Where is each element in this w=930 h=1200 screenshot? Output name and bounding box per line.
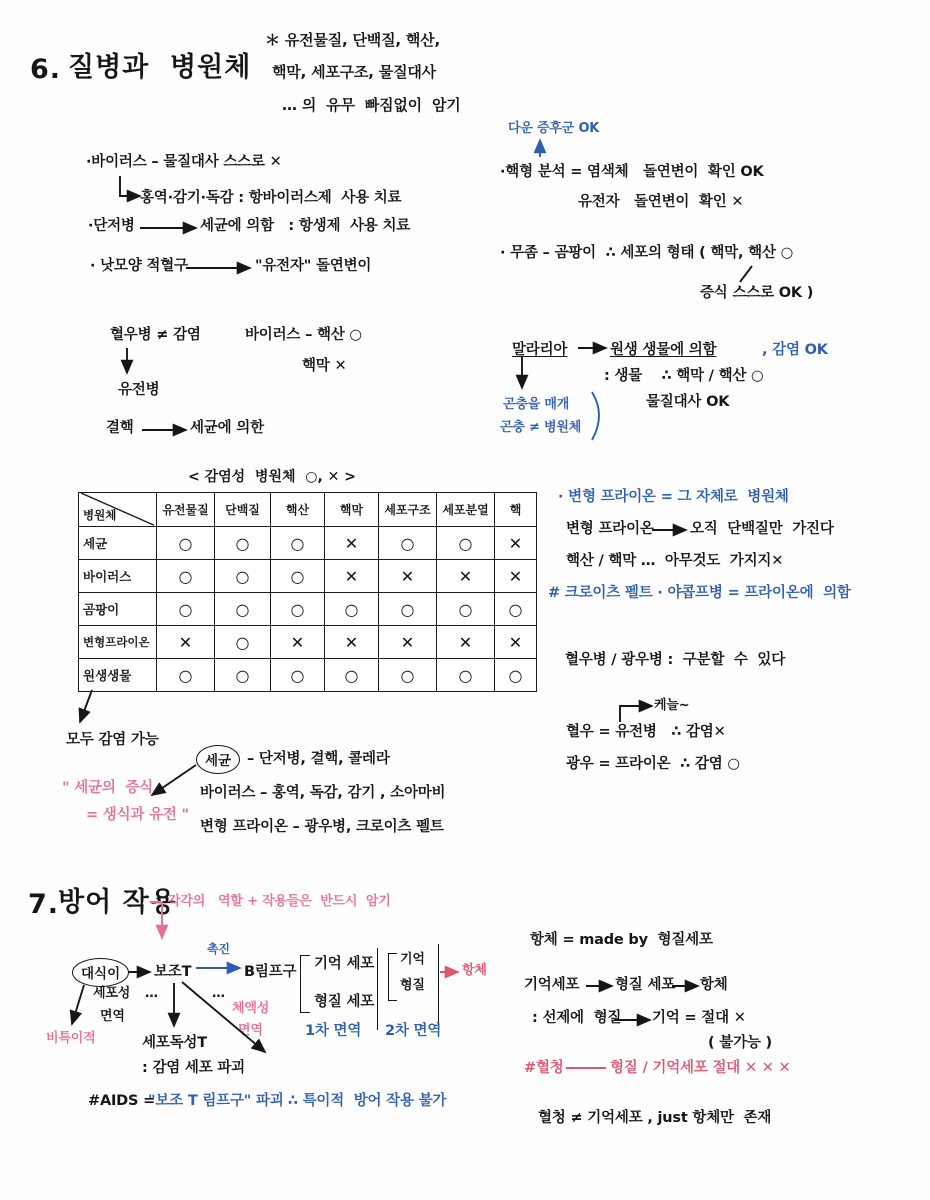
flow-primary-immunity-label: 1차 면역 — [305, 1023, 362, 1039]
cell-3-4: ✕ — [379, 626, 437, 659]
flow-cytotoxic-t-desc: : 감염 세포 파괴 — [142, 1060, 245, 1076]
table-row — [79, 593, 537, 626]
right-note-insect-vector: 곤충을 매개 — [503, 397, 570, 412]
aids-note-target: "보조 T 림프구" 파괴 — [148, 1093, 284, 1109]
flow-humoral-immunity-2: 면역 — [238, 1023, 263, 1038]
left-note-tuberculosis: 결핵 — [106, 420, 134, 436]
arrow-macrophage-to-nonspecific — [72, 985, 84, 1024]
cell-3-5: ✕ — [437, 626, 495, 659]
right-note-kennel: 케늘∼ — [654, 698, 690, 713]
cell-0-0: ○ — [157, 527, 215, 560]
plasma-first-note-2: 기억 = 절대 ✕ — [652, 1010, 746, 1026]
col-header-4: 세포구조 — [379, 493, 437, 527]
below-table-reproduction-heredity: = 생식과 유전 " — [86, 807, 189, 823]
flow-humoral-immunity-1: 체액성 — [232, 1001, 270, 1016]
pathogen-matrix — [78, 492, 537, 692]
table-row — [79, 626, 537, 659]
flow-memory: 기억 — [400, 952, 425, 967]
right-note-organism-membrane: : 생물 ∴ 핵막 / 핵산 ○ — [604, 368, 764, 384]
bracket-primary-immunity — [300, 955, 310, 1013]
cell-1-3: ✕ — [325, 560, 379, 593]
row-label-4: 원생생물 — [79, 659, 157, 692]
left-note-tuberculosis-cause: 세균에 의한 — [190, 420, 264, 436]
right-note-prion-protein-only: 오직 단백질만 가진다 — [690, 521, 834, 537]
right-note-down-syndrome: 다운 증후군 OK — [508, 121, 600, 136]
arrow-kennel — [620, 706, 652, 722]
cell-4-3: ○ — [325, 659, 379, 692]
cell-2-4: ○ — [379, 593, 437, 626]
right-note-karyotype: ·핵형 분석 = 염색체 돌연변이 확인 OK — [500, 164, 764, 180]
col-header-2: 핵산 — [271, 493, 325, 527]
table-corner-label: 병원체 — [83, 508, 117, 522]
col-header-0: 유전물질 — [157, 493, 215, 527]
row-label-0: 세균 — [79, 527, 157, 560]
table-row — [79, 659, 537, 692]
section-7-pink-note: 각각의 역할 + 작용들은 반드시 암기 — [168, 894, 391, 909]
right-note-mad-cow-prion: 광우 = 프라이온 ∴ 감염 ○ — [566, 756, 740, 772]
cell-4-4: ○ — [379, 659, 437, 692]
circled-bacteria-label: 세균 — [196, 745, 240, 774]
cell-1-4: ✕ — [379, 560, 437, 593]
table-caption: < 감염성 병원체 ○, ✕ > — [188, 469, 356, 485]
cell-3-3: ✕ — [325, 626, 379, 659]
cell-4-2: ○ — [271, 659, 325, 692]
memory-cell-chain-3: 항체 — [700, 977, 728, 993]
row-label-3: 변형프라이온 — [79, 626, 157, 659]
memory-cell-chain-1: 기억세포 — [524, 977, 580, 993]
left-note-hemophilia: 혈우병 ≠ 감염 — [110, 327, 201, 343]
cell-0-3: ✕ — [325, 527, 379, 560]
cell-1-0: ○ — [157, 560, 215, 593]
flow-ellipsis-2: … — [212, 986, 225, 1001]
right-note-self-proliferation: 증식 스스로 OK ) — [700, 285, 814, 301]
right-note-cjd-prion: # 크로이츠 펠트 · 야콥프병 = 프라이온에 의함 — [548, 585, 851, 601]
left-note-virus: ·바이러스 – 물질대사 스스로 ✕ — [86, 154, 282, 170]
cell-1-6: ✕ — [495, 560, 537, 593]
divider-antibody — [438, 944, 439, 1030]
serum-note-body: 형질 / 기억세포 절대 ✕ ✕ ✕ — [610, 1060, 791, 1076]
right-note-hemophilia-genetic: 혈우 = 유전병 ∴ 감염✕ — [566, 724, 726, 740]
cell-2-2: ○ — [271, 593, 325, 626]
cell-1-2: ○ — [271, 560, 325, 593]
right-note-infection-ok: , 감염 OK — [762, 342, 828, 358]
right-note-malaria: 말라리아 — [512, 342, 568, 358]
right-note-protozoa-dependency: 원생 생물에 의함 — [610, 342, 717, 358]
table-body — [79, 527, 537, 692]
flow-macrophage: 대식이 — [72, 958, 129, 987]
left-note-anthrax: ·단저병 — [88, 218, 135, 234]
left-note-sickle-cell: · 낫모양 적혈구 — [90, 258, 188, 274]
flow-cytotoxic-t: 세포독성T — [142, 1035, 207, 1051]
serum-vs-memory-note: 혈청 ≠ 기억세포 , just 항체만 존재 — [538, 1110, 772, 1126]
cell-0-5: ○ — [437, 527, 495, 560]
below-table-bacteria-growth: " 세균의 증식 — [62, 780, 153, 796]
left-note-virus-nuclear-membrane: 핵막 ✕ — [302, 358, 347, 374]
bracket-secondary-immunity — [388, 953, 397, 1001]
cell-1-1: ○ — [215, 560, 271, 593]
plasma-first-note-1: : 선제에 형질 — [532, 1010, 622, 1026]
serum-note-prefix: #혈청 — [524, 1060, 564, 1076]
right-note-athletes-foot: · 무좀 – 곰팡이 ∴ 세포의 형태 ( 핵막, 핵산 ○ — [500, 245, 794, 261]
cell-1-5: ✕ — [437, 560, 495, 593]
cell-3-6: ✕ — [495, 626, 537, 659]
flow-antibody: 항체 — [462, 963, 487, 978]
section-6-title: 질병과 병원체 — [68, 52, 252, 83]
flow-cellular-immunity-2: 면역 — [100, 1009, 125, 1024]
pathogen-matrix-wrap — [78, 492, 537, 692]
antibody-made-by-note: 항체 = made by 형질세포 — [530, 932, 713, 948]
arrow-table-to-all-infectious — [80, 690, 92, 722]
star-note-line-1: ＊ 유전물질, 단백질, 핵산, — [265, 31, 440, 49]
flow-plasma-cell: 형질 세포 — [314, 994, 375, 1010]
left-note-virus-nucleic-acid: 바이러스 – 핵산 ○ — [245, 327, 362, 343]
cell-3-2: ✕ — [271, 626, 325, 659]
star-note-line-3: … 의 유무 빠짐없이 암기 — [282, 96, 461, 114]
cell-2-6: ○ — [495, 593, 537, 626]
flow-cellular-immunity-1: 세포성 — [93, 986, 131, 1001]
table-header-row — [79, 493, 537, 527]
flow-secondary-immunity-label: 2차 면역 — [385, 1023, 442, 1039]
cell-0-1: ○ — [215, 527, 271, 560]
col-header-1: 단백질 — [215, 493, 271, 527]
section-7-title: 방어 작용 — [58, 887, 177, 918]
cell-4-6: ○ — [495, 659, 537, 692]
cell-4-5: ○ — [437, 659, 495, 692]
right-note-prion-pathogen: · 변형 프라이온 = 그 자체로 병원체 — [558, 489, 789, 505]
left-note-virus-treatment: 홍역·감기·독감 : 항바이러스제 사용 치료 — [140, 190, 402, 206]
right-note-prion-nothing: 핵산 / 핵막 … 아무것도 가지지✕ — [566, 553, 784, 569]
right-note-gene-mutation: 유전자 돌연변이 확인 ✕ — [578, 194, 744, 210]
cell-3-0: ✕ — [157, 626, 215, 659]
right-note-insect-not-pathogen: 곤충 ≠ 병원체 — [500, 420, 582, 435]
flow-memory-cell: 기억 세포 — [314, 956, 375, 972]
right-note-metabolism-ok: 물질대사 OK — [646, 394, 730, 410]
tick-self-proliferation — [740, 266, 752, 282]
aids-note-consequence: ∴ 특이적 방어 작용 불가 — [283, 1093, 447, 1109]
left-note-anthrax-cause: 세균에 의함 : 항생제 사용 치료 — [200, 218, 411, 234]
cell-2-5: ○ — [437, 593, 495, 626]
divider-primary-secondary — [377, 948, 378, 1030]
cell-4-1: ○ — [215, 659, 271, 692]
cell-3-1: ○ — [215, 626, 271, 659]
table-corner-cell — [79, 493, 157, 527]
section-7-number: 7. — [28, 889, 60, 920]
memory-cell-chain-2: 형질 세포 — [615, 977, 676, 993]
arrow-virus-to-treatment — [120, 176, 140, 196]
left-note-genetic-disease: 유전병 — [118, 382, 160, 398]
cell-4-0: ○ — [157, 659, 215, 692]
cell-2-3: ○ — [325, 593, 379, 626]
cell-0-2: ○ — [271, 527, 325, 560]
star-note-line-2: 핵막, 세포구조, 물질대사 — [272, 63, 436, 81]
flow-promote-label: 촉진 — [207, 942, 230, 956]
paren-insect-note — [592, 392, 599, 440]
flow-helper-t: 보조T — [154, 964, 192, 980]
right-note-prion-protein: 변형 프라이온 — [566, 521, 654, 537]
flow-nonspecific: 비특이적 — [46, 1031, 96, 1046]
col-header-3: 핵막 — [325, 493, 379, 527]
below-table-all-infectious: 모두 감염 가능 — [66, 732, 159, 748]
table-row — [79, 527, 537, 560]
col-header-6: 핵 — [495, 493, 537, 527]
arrow-bacteria-to-pink-note — [152, 765, 196, 795]
below-table-virus-examples: 바이러스 – 홍역, 독감, 감기 , 소아마비 — [200, 785, 446, 801]
cell-0-6: ✕ — [495, 527, 537, 560]
below-table-prion-examples: 변형 프라이온 – 광우병, 크로이츠 펠트 — [200, 819, 444, 835]
row-label-1: 바이러스 — [79, 560, 157, 593]
cell-0-4: ○ — [379, 527, 437, 560]
plasma-first-impossible: ( 불가능 ) — [708, 1035, 772, 1051]
row-label-2: 곰팡이 — [79, 593, 157, 626]
aids-note-prefix: #AIDS = — [88, 1093, 160, 1109]
flow-ellipsis-1: … — [145, 986, 158, 1001]
flow-plasma: 형질 — [400, 978, 425, 993]
table-row — [79, 560, 537, 593]
col-header-5: 세포분열 — [437, 493, 495, 527]
cell-2-0: ○ — [157, 593, 215, 626]
below-table-bacteria-examples: – 단저병, 결핵, 콜레라 — [247, 751, 390, 767]
cell-2-1: ○ — [215, 593, 271, 626]
section-6-number: 6. — [30, 54, 62, 85]
right-note-hemophilia-vs-mad-cow: 혈우병 / 광우병 : 구분할 수 있다 — [565, 652, 786, 668]
left-note-sickle-cell-cause: "유전자" 돌연변이 — [255, 258, 372, 274]
flow-b-lymphocyte: B림프구 — [244, 964, 297, 980]
